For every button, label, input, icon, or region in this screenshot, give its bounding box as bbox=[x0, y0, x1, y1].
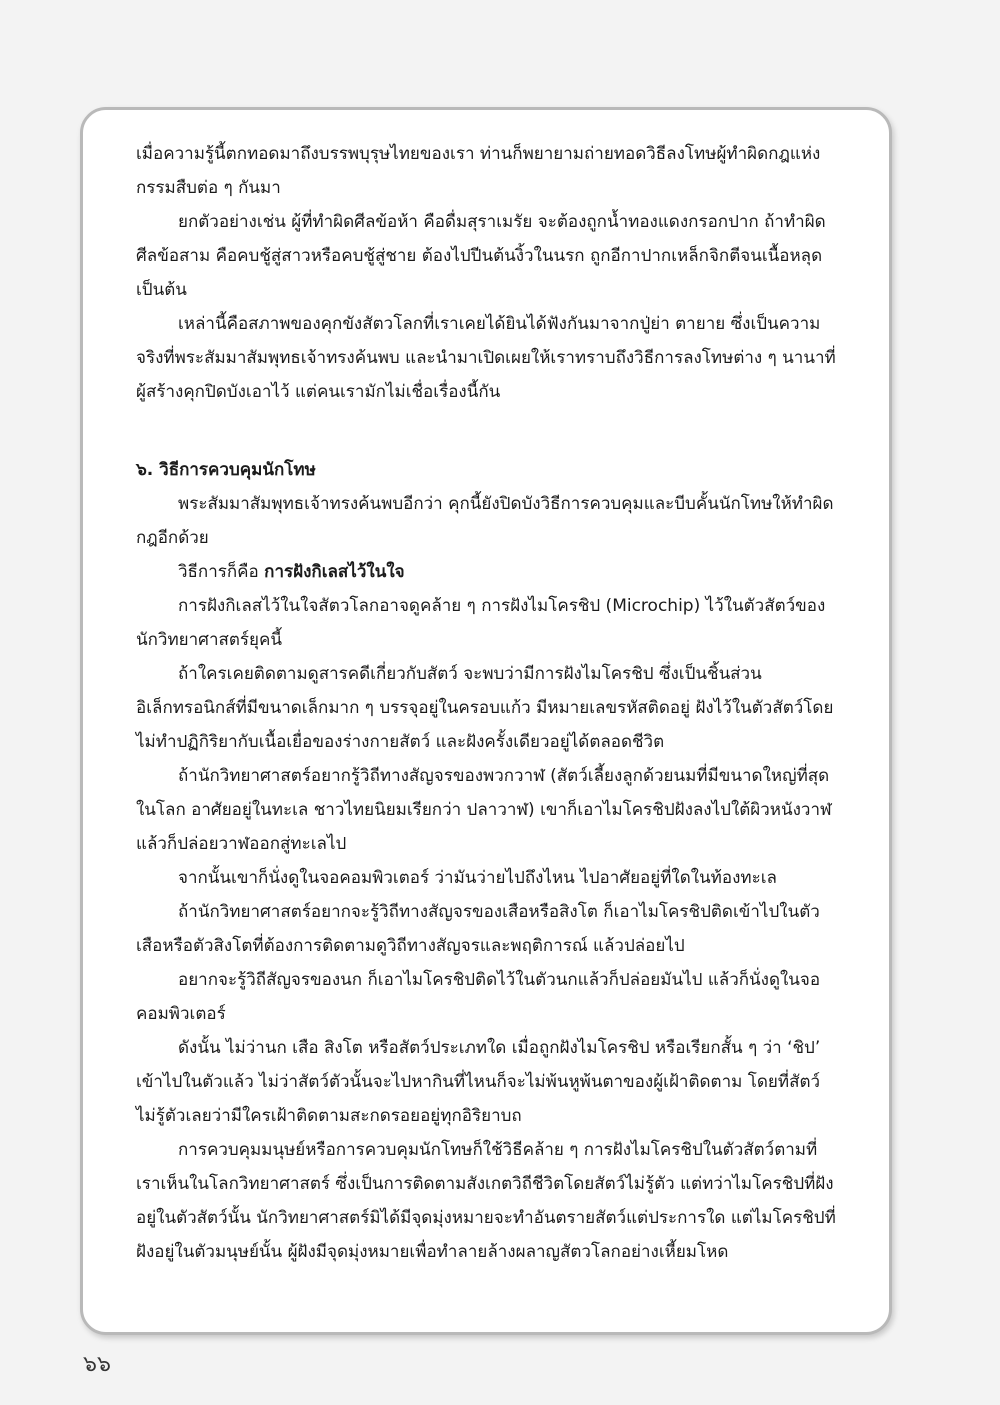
paragraph-b4: จากนั้นเขาก็นั่งดูในจอคอมพิวเตอร์ ว่ามันว่ายไปถึงไหน ไปอาศัยอยู่ที่ใดในท้องทะเล bbox=[178, 868, 777, 888]
paragraph-b7: ดังนั้น ไม่ว่านก เสือ สิงโต หรือสัตว์ประเภทใด เมื่อถูกฝังไมโครชิป หรือเรียกสั้น ๆ ว่า ‘ชิป’ เข้าไปในตัวแล้ว ไม่ว่าสัตว์ตัวนั้นจะไปหากินที่ไหนก็จะไม่พ้นหูพ้นตาของผู้เฝ้าติดตาม โดยที่สัตว์ไม่รู้ตัวเลยว่ามีใครเฝ้าติดตามสะกดรอยอยู่ทุกอิริยาบถ bbox=[136, 1038, 821, 1126]
paragraph-3: เหล่านี้คือสภาพของคุกขังสัตวโลกที่เราเคยได้ยินได้ฟังกันมาจากปู่ย่า ตายาย ซึ่งเป็นความจริงที่พระสัมมาสัมพุทธเจ้าทรงค้นพบ และนำมาเปิดเผยให้เราทราบถึงวิธีการลงโทษต่าง ๆ นานาที่ผู้สร้างคุกปิดบังเอาไว้ แต่คนเรามักไม่เชื่อเรื่องนี้กัน bbox=[136, 314, 836, 402]
paragraph-b1: การฝังกิเลสไว้ในใจสัตวโลกอาจดูคล้าย ๆ การฝังไมโครชิป (Microchip) ไว้ในตัวสัตว์ของนักวิทยาศาสตร์ยุคนี้ bbox=[136, 596, 826, 650]
paragraph-1: เมื่อความรู้นี้ตกทอดมาถึงบรรพบุรุษไทยของเรา ท่านก็พยายามถ่ายทอดวิธีลงโทษผู้ทำผิดกฎแห่งกรรมสืบต่อ ๆ กันมา bbox=[136, 144, 821, 198]
paragraph-2: ยกตัวอย่างเช่น ผู้ที่ทำผิดศีลข้อห้า คือดื่มสุราเมรัย จะต้องถูกน้ำทองแดงกรอกปาก ถ้าทำผิดศีลข้อสาม คือคบชู้สู่สาวหรือคบชู้สู่ชาย ต้องไปปีนต้นงิ้วในนรก ถูกอีกาปากเหล็กจิกตีจนเนื้อหลุด เป็นต้น bbox=[136, 212, 826, 300]
method-bold: การฝังกิเลสไว้ในใจ bbox=[264, 562, 405, 582]
paragraph-b2: ถ้าใครเคยติดตามดูสารคดีเกี่ยวกับสัตว์ จะพบว่ามีการฝังไมโครชิป ซึ่งเป็นชิ้นส่วนอิเล็กทรอนิกส์ที่มีขนาดเล็กมาก ๆ บรรจุอยู่ในครอบแก้ว มีหมายเลขรหัสติดอยู่ ฝังไว้ในตัวสัตว์โดยไม่ทำปฏิกิริยากับเนื้อเยื่อของร่างกายสัตว์ และฝังครั้งเดียวอยู่ได้ตลอดชีวิต bbox=[136, 664, 834, 752]
page-body bbox=[136, 137, 836, 1269]
method-prefix: วิธีการก็คือ bbox=[178, 562, 265, 582]
paragraph-b5: ถ้านักวิทยาศาสตร์อยากจะรู้วิถีทางสัญจรของเสือหรือสิงโต ก็เอาไมโครชิปติดเข้าไปในตัวเสือหรือตัวสิงโตที่ต้องการติดตามดูวิถีทางสัญจรและพฤติการณ์ แล้วปล่อยไป bbox=[136, 902, 820, 956]
paragraph-b6: อยากจะรู้วิถีสัญจรของนก ก็เอาไมโครชิปติดไว้ในตัวนกแล้วก็ปล่อยมันไป แล้วก็นั่งดูในจอคอมพิวเตอร์ bbox=[136, 970, 821, 1024]
paragraph-method bbox=[136, 555, 836, 589]
paragraph-b8: การควบคุมมนุษย์หรือการควบคุมนักโทษก็ใช้วิธีคล้าย ๆ การฝังไมโครชิปในตัวสัตว์ตามที่เราเห็นในโลกวิทยาศาสตร์ ซึ่งเป็นการติดตามสังเกตวิถีชีวิตโดยสัตว์ไม่รู้ตัว แต่ทว่าไมโครชิปที่ฝังอยู่ในตัวสัตว์นั้น นักวิทยาศาสตร์มิได้มีจุดมุ่งหมายจะทำอันตรายสัตว์แต่ประการใด แต่ไมโครชิปที่ฝังอยู่ในตัวมนุษย์นั้น ผู้ฝังมีจุดมุ่งหมายเพื่อทำลายล้างผลาญสัตวโลกอย่างเหี้ยมโหด bbox=[136, 1140, 836, 1262]
paragraph-intro: พระสัมมาสัมพุทธเจ้าทรงค้นพบอีกว่า คุกนี้ยังปิดบังวิธีการควบคุมและบีบคั้นนักโทษให้ทำผิดกฎอีกด้วย bbox=[136, 494, 834, 548]
section-heading: ๖. วิธีการควบคุมนักโทษ bbox=[136, 460, 316, 480]
paragraph-b3: ถ้านักวิทยาศาสตร์อยากรู้วิถีทางสัญจรของพวกวาฬ (สัตว์เลี้ยงลูกด้วยนมที่มีขนาดใหญ่ที่สุดในโลก อาศัยอยู่ในทะเล ชาวไทยนิยมเรียกว่า ปลาวาฬ) เขาก็เอาไมโครชิปฝังลงไปใต้ผิวหนังวาฬ แล้วก็ปล่อยวาฬออกสู่ทะเลไป bbox=[136, 766, 832, 854]
page-number: ๖๖ bbox=[83, 1352, 111, 1377]
section-gap bbox=[136, 409, 836, 453]
